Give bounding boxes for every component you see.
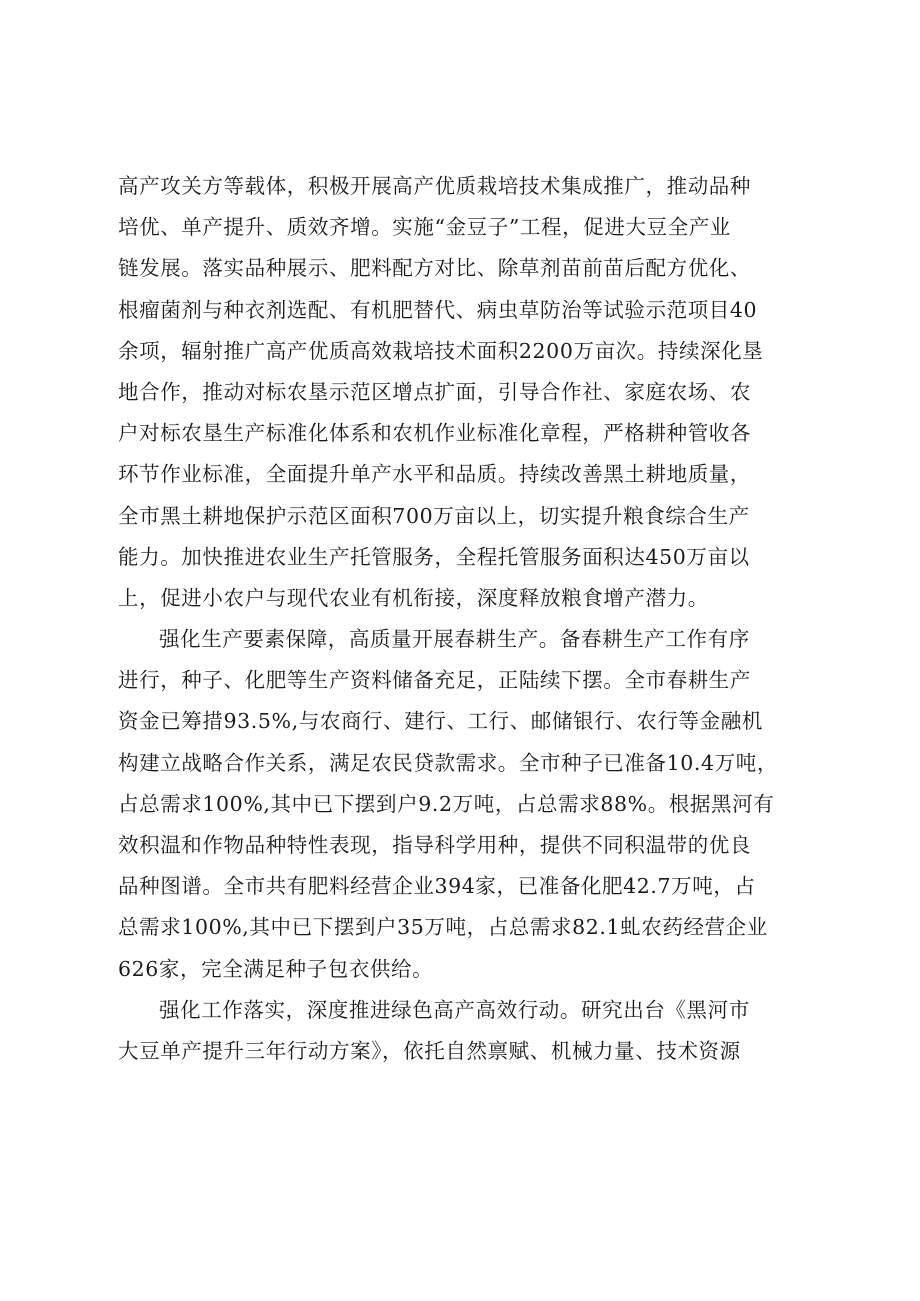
text-line: 全市黑土耕地保护示范区面积700万亩以上，切实提升粮食综合生产 xyxy=(118,503,750,528)
text-line-indented: 强化工作落实，深度推进绿色高产高效行动。研究出台《黑河市 xyxy=(159,997,750,1022)
text-line: 效积温和作物品种特性表现，指导科学用种，提供不同积温带的优良 xyxy=(118,833,751,857)
paragraph-2 xyxy=(118,619,818,990)
text-line: 占总需求100%,其中已下摆到户9.2万吨，占总需求88%。根据黑河有 xyxy=(118,791,775,816)
text-line: 进行，种子、化肥等生产资料储备充足，正陆续下摆。全市春耕生产 xyxy=(118,668,751,693)
text-line: 地合作，推动对标农垦示范区增点扩面，引导合作社、家庭农场、农 xyxy=(118,379,751,404)
text-line: 根瘤菌剂与种衣剂选配、有机肥替代、病虫草防治等试验示范项目40 xyxy=(118,297,758,322)
text-line: 环节作业标准，全面提升单产水平和品质。持续改善黑土耕地质量， xyxy=(118,462,751,487)
text-line: 培优、单产提升、质效齐增。实施“金豆子”工程，促进大豆全产业 xyxy=(118,215,731,240)
text-line: 构建立战略合作关系，满足农民贷款需求。全市种子已准备10.4万吨， xyxy=(118,750,778,775)
paragraph-3 xyxy=(118,990,818,1072)
text-line: 大豆单产提升三年行动方案》，依托自然禀赋、机械力量、技术资源 xyxy=(118,1038,741,1063)
text-line: 户对标农垦生产标准化体系和农机作业标准化章程，严格耕种管收各 xyxy=(118,421,751,446)
text-line: 上，促进小农户与现代农业有机衔接，深度释放粮食增产潜力。 xyxy=(118,585,709,610)
paragraph-1 xyxy=(118,166,818,619)
text-line-indented: 强化生产要素保障，高质量开展春耕生产。备春耕生产工作有序 xyxy=(159,627,750,652)
text-line: 链发展。落实品种展示、肥料配方对比、除草剂苗前苗后配方优化、 xyxy=(118,256,751,281)
text-line: 626家，完全满足种子包衣供给。 xyxy=(118,956,434,981)
document-body xyxy=(118,166,818,1072)
text-line: 余项，辐射推广高产优质高效栽培技术面积2200万亩次。持续深化垦 xyxy=(118,338,764,363)
text-line: 资金已筹措93.5%,与农商行、建行、工行、邮储银行、农行等金融机 xyxy=(118,709,763,734)
text-line: 高产攻关方等载体，积极开展高产优质栽培技术集成推广，推动品种 xyxy=(118,174,751,198)
text-line: 品种图谱。全市共有肥料经营企业394家，已准备化肥42.7万吨，占 xyxy=(118,874,756,899)
text-line: 能力。加快推进农业生产托管服务，全程托管服务面积达450万亩以 xyxy=(118,544,750,569)
text-line: 总需求100%,其中已下摆到户35万吨，占总需求82.1虬农药经营企业 xyxy=(118,915,768,940)
